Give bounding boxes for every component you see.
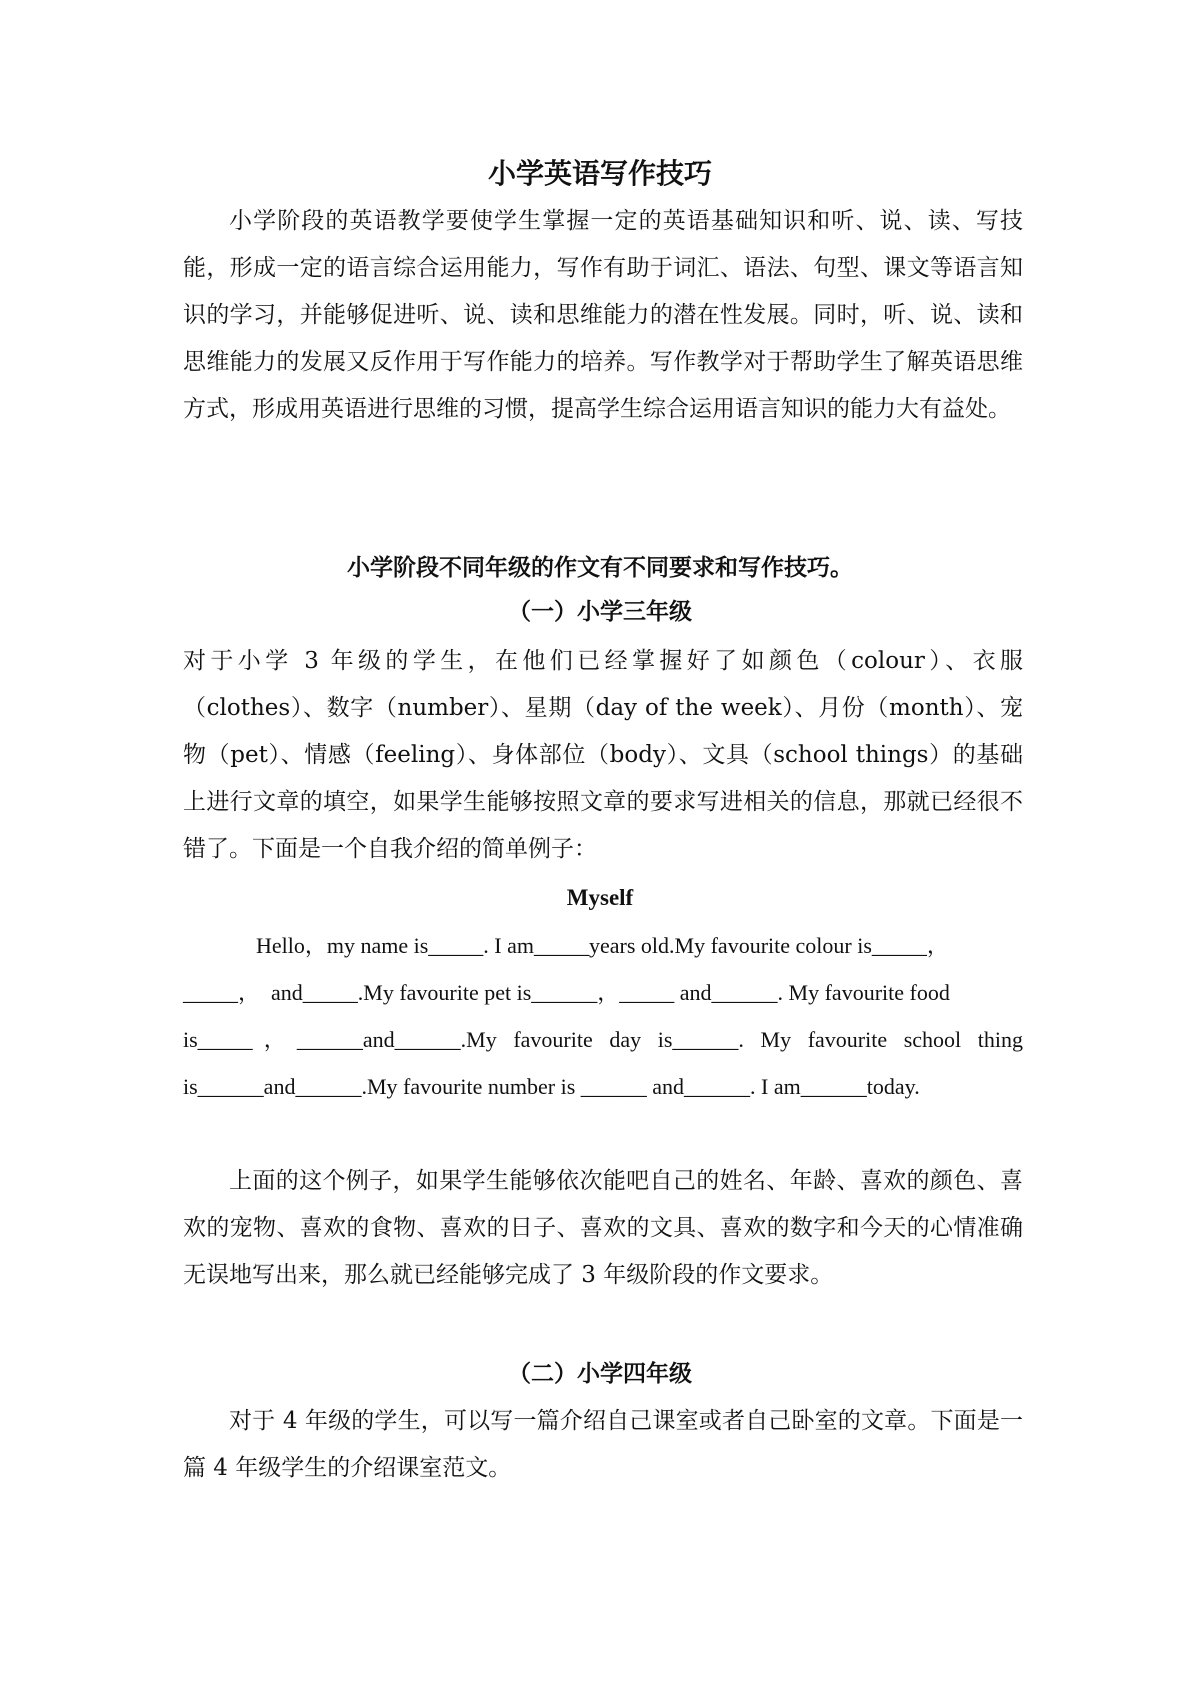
section-heading: 小学阶段不同年级的作文有不同要求和写作技巧。	[347, 555, 853, 581]
example-line-4: is______and______.My favourite number is ______ and______. I am______today.	[183, 1074, 920, 1099]
grade3-summary	[183, 1158, 1023, 1299]
example-line-3: is_____，______and______.My favourite day is______. My favourite school thing	[183, 1027, 1023, 1052]
grade4-paragraph-text: 对于 4 年级的学生，可以写一篇介绍自己课室或者自己卧室的文章。下面是一篇 4 年级学生的介绍课室范文。	[183, 1408, 1023, 1481]
grade3-heading: （一）小学三年级	[508, 599, 692, 625]
intro-paragraph-text: 小学阶段的英语教学要使学生掌握一定的英语基础知识和听、说、读、写技能，形成一定的语言综合运用能力，写作有助于词汇、语法、句型、课文等语言知识的学习，并能够促进听、说、读和思维能力的潜在性发展。同时，听、说、读和思维能力的发展又反作用于写作能力的培养。写作教学对于帮助学生了解英语思维方式，形成用英语进行思维的习惯，提高学生综合运用语言知识的能力大有益处。	[183, 208, 1023, 422]
example-line-1: Hello，my name is_____. I am_____years old.My favourite colour is_____，	[256, 933, 949, 958]
grade3-summary-text: 上面的这个例子，如果学生能够依次能吧自己的姓名、年龄、喜欢的颜色、喜欢的宠物、喜欢的食物、喜欢的日子、喜欢的文具、喜欢的数字和今天的心情准确无误地写出来，那么就已经能够完成了 3 年级阶段的作文要求。	[183, 1168, 1023, 1288]
grade3-paragraph-text: 对于小学 3 年级的学生，在他们已经掌握好了如颜色（colour）、衣服（clothes）、数字（number）、星期（day of the week）、月份（month）、宠物（pet）、情感（feeling）、身体部位（body）、文具（school things）的基础上进行文章的填空，如果学生能够按照文章的要求写进相关的信息，那就已经很不错了。下面是一个自我介绍的简单例子：	[183, 648, 1023, 862]
grade4-paragraph	[183, 1398, 1023, 1492]
grade4-heading: （二）小学四年级	[508, 1361, 692, 1387]
grade3-paragraph	[183, 638, 1023, 873]
intro-paragraph	[183, 198, 1023, 433]
example-title: Myself	[566, 885, 634, 910]
example-fill-in-text	[183, 922, 1023, 1110]
document-title: 小学英语写作技巧	[487, 157, 712, 190]
example-line-2: _____， and_____.My favourite pet is______，_____ and______. My favourite food	[183, 980, 950, 1005]
